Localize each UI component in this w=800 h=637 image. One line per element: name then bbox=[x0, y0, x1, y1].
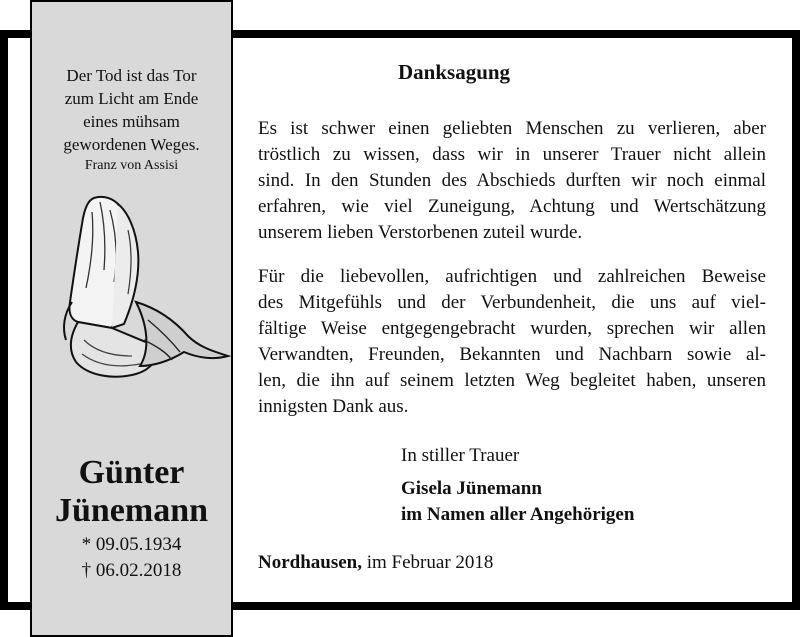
quote-line: zum Licht am Ende bbox=[64, 89, 199, 108]
death-date: † 06.02.2018 bbox=[81, 560, 182, 581]
text-line: fältige Weise entgegengebracht wurden, sprechen wir allen bbox=[258, 318, 766, 339]
place: Nordhausen, bbox=[258, 552, 362, 573]
first-name: Günter bbox=[78, 454, 185, 491]
life-dates bbox=[32, 532, 231, 584]
quote-author: Franz von Assisi bbox=[84, 158, 179, 173]
mourning-line: In stiller Trauer bbox=[401, 445, 520, 466]
date: im Februar 2018 bbox=[362, 552, 494, 573]
quote-line: eines mühsam bbox=[83, 112, 180, 131]
heading: Danksagung bbox=[398, 60, 511, 84]
paragraph-2 bbox=[258, 264, 766, 420]
place-date-line bbox=[258, 552, 493, 574]
text-line: Es ist schwer einen geliebten Menschen zu verlieren, aber bbox=[258, 118, 766, 139]
praying-hands-icon bbox=[48, 190, 234, 390]
quote bbox=[32, 64, 231, 156]
last-name: Jünemann bbox=[54, 492, 209, 529]
text-line: Für die liebevollen, aufrichtigen und zahlreichen Beweise bbox=[258, 266, 766, 287]
quote-line: gewordenen Weges. bbox=[63, 135, 200, 154]
text-line: innigsten Dank aus. bbox=[258, 396, 409, 417]
text-line: erfahren, wie viel Zuneigung, Achtung und Wertschätzung bbox=[258, 196, 766, 217]
text-line: des Mitgefühls und der Verbundenheit, die uns auf viel- bbox=[258, 292, 766, 313]
birth-date: * 09.05.1934 bbox=[81, 534, 182, 555]
text-line: sind. In den Stunden des Abschieds durften wir noch einmal bbox=[258, 170, 766, 191]
paragraph-1 bbox=[258, 116, 766, 246]
signer-subtitle: im Namen aller Angehörigen bbox=[401, 504, 635, 525]
text-line: tröstlich zu wissen, dass wir in unserer Trauer nicht allein bbox=[258, 144, 766, 165]
text-line: len, die ihn auf seinem letzten Weg begleitet haben, unseren bbox=[258, 370, 766, 391]
text-line: unserem lieben Verstorbenen zuteil wurde. bbox=[258, 222, 583, 243]
deceased-name bbox=[32, 454, 231, 530]
quote-line: Der Tod ist das Tor bbox=[66, 66, 197, 85]
signer-name: Gisela Jünemann bbox=[401, 478, 542, 499]
sidebar bbox=[30, 0, 233, 637]
text-line: Verwandten, Freunden, Bekannten und Nachbarn sowie al- bbox=[258, 344, 766, 365]
